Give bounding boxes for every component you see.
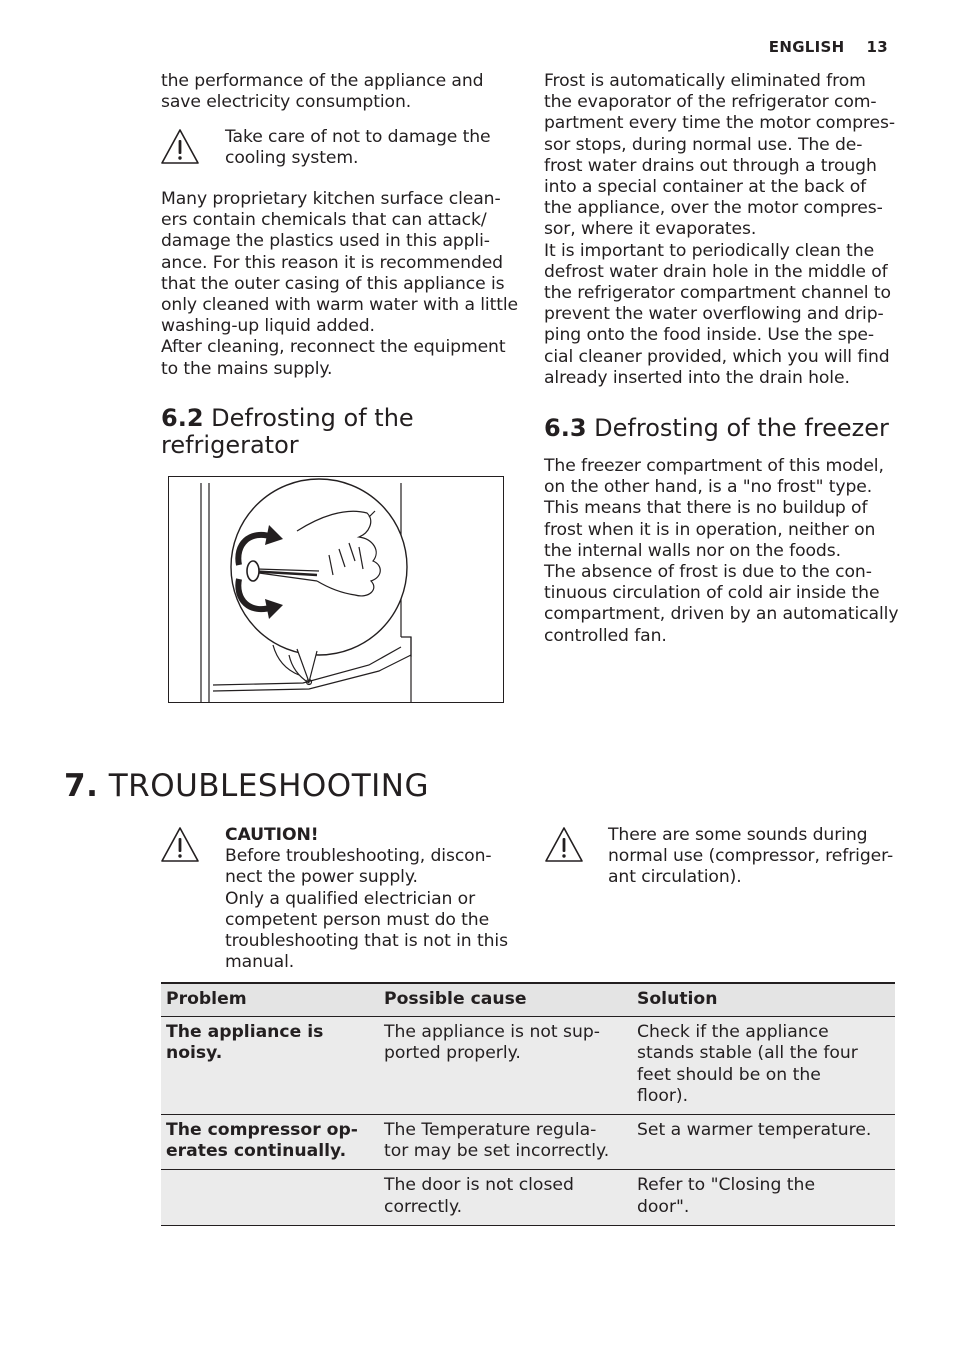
text-line: save electricity consumption.: [161, 92, 412, 113]
text-line: only cleaned with warm water with a little: [161, 295, 519, 316]
text-line: cooling system.: [225, 148, 359, 169]
text-line: prevent the water overflowing and drip-: [544, 304, 884, 325]
text-line: After cleaning, reconnect the equipment: [161, 337, 506, 358]
text-line: sor, where it evaporates.: [544, 219, 757, 240]
table-row: [161, 1017, 895, 1115]
text-line: damage the plastics used in this appli-: [161, 231, 490, 252]
text-line: This means that there is no buildup of: [544, 498, 868, 519]
warning-cooling-system-note: [225, 127, 491, 169]
text-line: tinuous circulation of cold air inside the: [544, 583, 880, 604]
text-line: stands stable (all the four: [637, 1043, 858, 1064]
text-line: Check if the appliance: [637, 1022, 829, 1043]
text-line: defrost water drain hole in the middle of: [544, 261, 888, 282]
text-line: the internal walls nor on the foods.: [544, 540, 841, 561]
text-line: The appliance is not sup-: [384, 1022, 601, 1043]
section-title: Defrosting of the freezer: [594, 414, 889, 442]
cause-cell: [379, 1017, 632, 1115]
text-line: into a special container at the back of: [544, 177, 867, 198]
text-line: ping onto the food inside. Use the spe-: [544, 325, 874, 346]
text-line: erates continually.: [166, 1141, 347, 1162]
table-row: [161, 1170, 895, 1225]
text-line: noisy.: [166, 1043, 223, 1064]
problem-cell: [161, 1017, 379, 1115]
text-line: There are some sounds during: [608, 825, 868, 845]
text-line: correctly.: [384, 1196, 463, 1217]
problem-cell: [161, 1115, 379, 1170]
text-line: frost water drains out through a trough: [544, 155, 877, 176]
section-7-heading: [64, 768, 429, 804]
troubleshooting-table: [161, 982, 895, 1226]
page-number: 13: [866, 38, 888, 56]
text-line: that the outer casing of this appliance is: [161, 273, 505, 294]
text-line: tor may be set incorrectly.: [384, 1141, 610, 1162]
text-line: The door is not closed: [384, 1175, 574, 1196]
freezer-no-frost-paragraph: [544, 456, 898, 647]
text-line: ported properly.: [384, 1043, 521, 1064]
text-line: The Temperature regula-: [384, 1120, 597, 1141]
section-number: 7.: [64, 768, 99, 804]
sounds-note: [608, 825, 893, 889]
table-row: [161, 1115, 895, 1170]
page-header: [769, 38, 888, 56]
text-line: The compressor op-: [166, 1120, 358, 1141]
text-line: door".: [637, 1196, 690, 1217]
text-line: compartment, driven by an automatically: [544, 604, 899, 625]
text-line: The freezer compartment of this model,: [544, 456, 884, 476]
text-line: The absence of frost is due to the con-: [544, 562, 872, 583]
text-line: Refer to "Closing the: [637, 1175, 816, 1196]
text-line: floor).: [637, 1085, 689, 1106]
text-line: normal use (compressor, refriger-: [608, 846, 894, 867]
cause-cell: [379, 1170, 632, 1225]
column-header: Solution: [632, 983, 895, 1017]
section-number: 6.3: [544, 414, 587, 442]
section-title: refrigerator: [161, 431, 299, 459]
text-line: cial cleaner provided, which you will find: [544, 346, 890, 367]
intro-paragraph: [161, 71, 483, 113]
text-line: feet should be on the: [637, 1064, 821, 1085]
text-line: It is important to periodically clean the: [544, 240, 875, 261]
column-header: Problem: [161, 983, 379, 1017]
section-title: Defrosting of the: [211, 404, 414, 432]
caution-note: [225, 825, 508, 973]
text-line: controlled fan.: [544, 625, 667, 646]
text-line: troubleshooting that is not in this: [225, 931, 508, 952]
section-6-3-heading: [544, 415, 889, 442]
text-line: the evaporator of the refrigerator com-: [544, 92, 877, 113]
text-line: washing-up liquid added.: [161, 316, 375, 337]
table-header-row: [161, 983, 895, 1017]
text-line: The appliance is: [166, 1022, 324, 1043]
warning-triangle-icon: [160, 826, 200, 864]
text-line: Frost is automatically eliminated from: [544, 71, 866, 91]
text-line: ance. For this reason it is recommended: [161, 252, 503, 273]
text-line: frost when it is in operation, neither on: [544, 519, 876, 540]
text-line: manual.: [225, 952, 295, 973]
text-line: nect the power supply.: [225, 867, 418, 888]
frost-elimination-paragraph: [544, 71, 895, 389]
problem-cell: [161, 1170, 379, 1225]
header-language: ENGLISH: [768, 38, 845, 56]
defrost-drain-illustration: [168, 476, 504, 703]
text-line: Take care of not to damage the: [225, 127, 491, 147]
solution-cell: [632, 1017, 895, 1115]
section-6-2-heading: [161, 405, 414, 459]
text-line: the appliance, over the motor compres-: [544, 198, 883, 219]
section-number: 6.2: [161, 404, 204, 432]
solution-cell: [632, 1115, 895, 1170]
text-line: the performance of the appliance and: [161, 71, 484, 91]
text-line: Many proprietary kitchen surface clean-: [161, 189, 501, 209]
text-line: ers contain chemicals that can attack/: [161, 210, 487, 231]
defrost-cleaner-drawing: [169, 477, 503, 702]
caution-heading: CAUTION!: [225, 825, 319, 845]
text-line: sor stops, during normal use. The de-: [544, 134, 863, 155]
text-line: partment every time the motor compres-: [544, 113, 895, 134]
text-line: Only a qualified electrician or: [225, 888, 476, 909]
cleaning-paragraph: [161, 189, 518, 380]
solution-cell: [632, 1170, 895, 1225]
text-line: ant circulation).: [608, 867, 742, 888]
text-line: already inserted into the drain hole.: [544, 367, 850, 388]
cause-cell: [379, 1115, 632, 1170]
warning-triangle-icon: [544, 826, 584, 864]
text-line: competent person must do the: [225, 909, 490, 930]
text-line: Before troubleshooting, discon-: [225, 846, 492, 867]
text-line: the refrigerator compartment channel to: [544, 283, 891, 304]
text-line: Set a warmer temperature.: [637, 1120, 872, 1141]
column-header: Possible cause: [379, 983, 632, 1017]
warning-triangle-icon: [160, 128, 200, 166]
text-line: to the mains supply.: [161, 358, 333, 379]
section-title: TROUBLESHOOTING: [108, 768, 429, 804]
text-line: on the other hand, is a "no frost" type.: [544, 477, 873, 498]
